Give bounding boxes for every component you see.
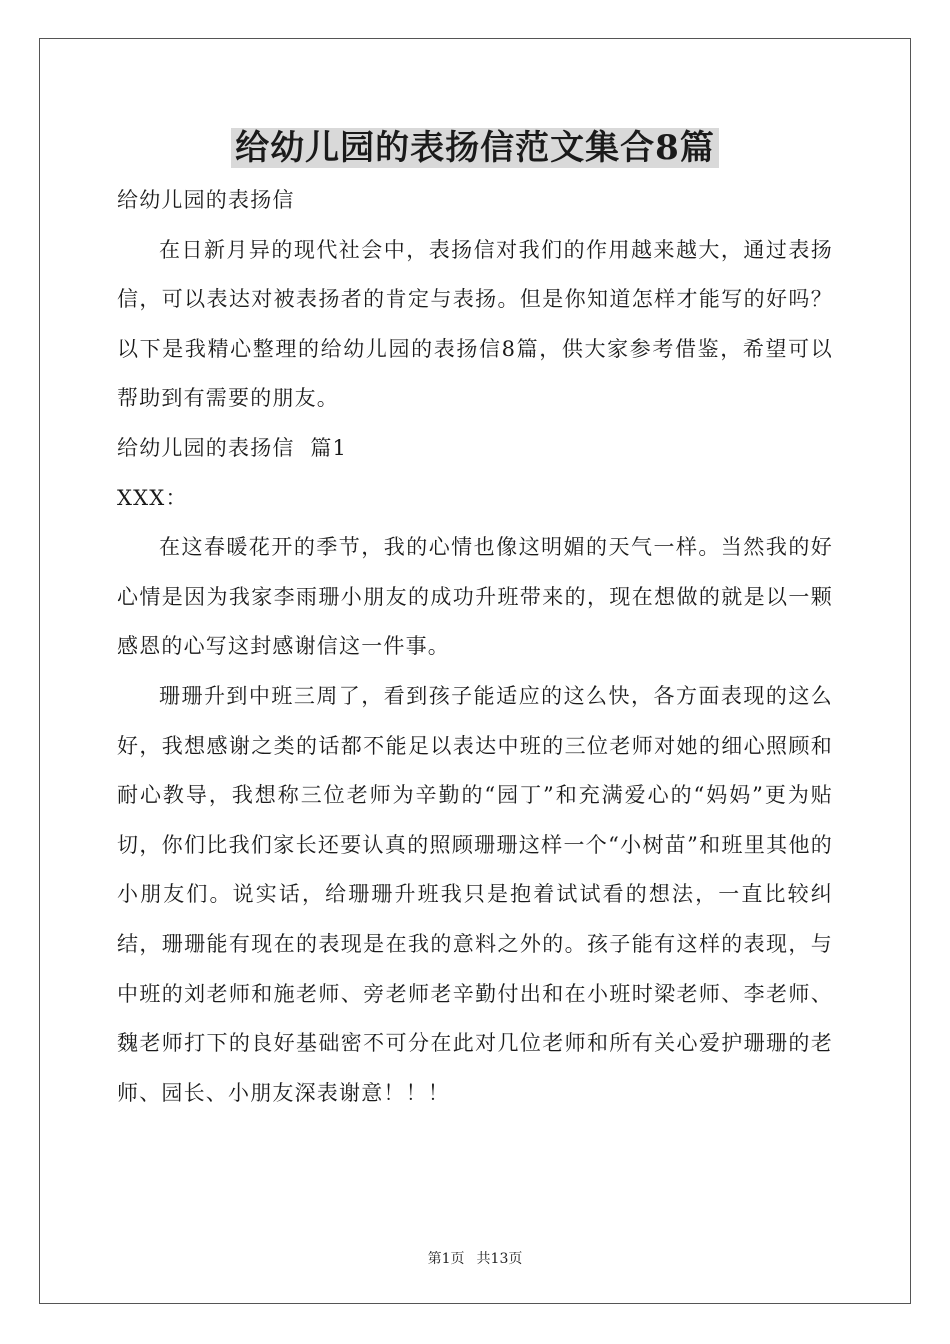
salutation: XXX： xyxy=(117,485,188,510)
body-paragraph-2: 珊珊升到中班三周了，看到孩子能适应的这么快，各方面表现的这么好，我想感谢之类的话都不能足以表达中班的三位老师对她的细心照顾和耐心教导，我想称三位老师为辛勤的“园丁”和充满爱心的“妈妈”更为贴切，你们比我们家长还要认真的照顾珊珊这样一个“小树苗”和班里其他的小朋友们。说实话，给珊珊升班我只是抱着试试看的想法，一直比较纠结，珊珊能有现在的表现是在我的意料之外的。孩子能有这样的表现，与中班的刘老师和施老师、旁老师老辛勤付出和在小班时梁老师、李老师、魏老师打下的良好基础密不可分在此对几位老师和所有关心爱护珊珊的老师、园长、小朋友深表谢意！！！ xyxy=(117,683,833,1105)
page-footer xyxy=(0,1248,950,1268)
page-total: 共13页 xyxy=(476,1251,523,1267)
section-heading: 给幼儿园的表扬信 篇1 xyxy=(117,435,348,460)
intro-heading: 给幼儿园的表扬信 xyxy=(117,188,295,212)
page-number: 第1页 xyxy=(427,1251,465,1267)
intro-paragraph: 在日新月异的现代社会中，表扬信对我们的作用越来越大，通过表扬信，可以表达对被表扬者的肯定与表扬。但是你知道怎样才能写的好吗？以下是我精心整理的给幼儿园的表扬信8篇，供大家参考借鉴，希望可以帮助到有需要的朋友。 xyxy=(117,237,833,411)
document-title xyxy=(0,122,950,174)
document-body xyxy=(117,176,833,1118)
body-paragraph-1: 在这春暖花开的季节，我的心情也像这明媚的天气一样。当然我的好心情是因为我家李雨珊小朋友的成功升班带来的，现在想做的就是以一颗感恩的心写这封感谢信这一件事。 xyxy=(117,535,833,659)
document-title-text: 给幼儿园的表扬信范文集合8篇 xyxy=(231,128,719,168)
